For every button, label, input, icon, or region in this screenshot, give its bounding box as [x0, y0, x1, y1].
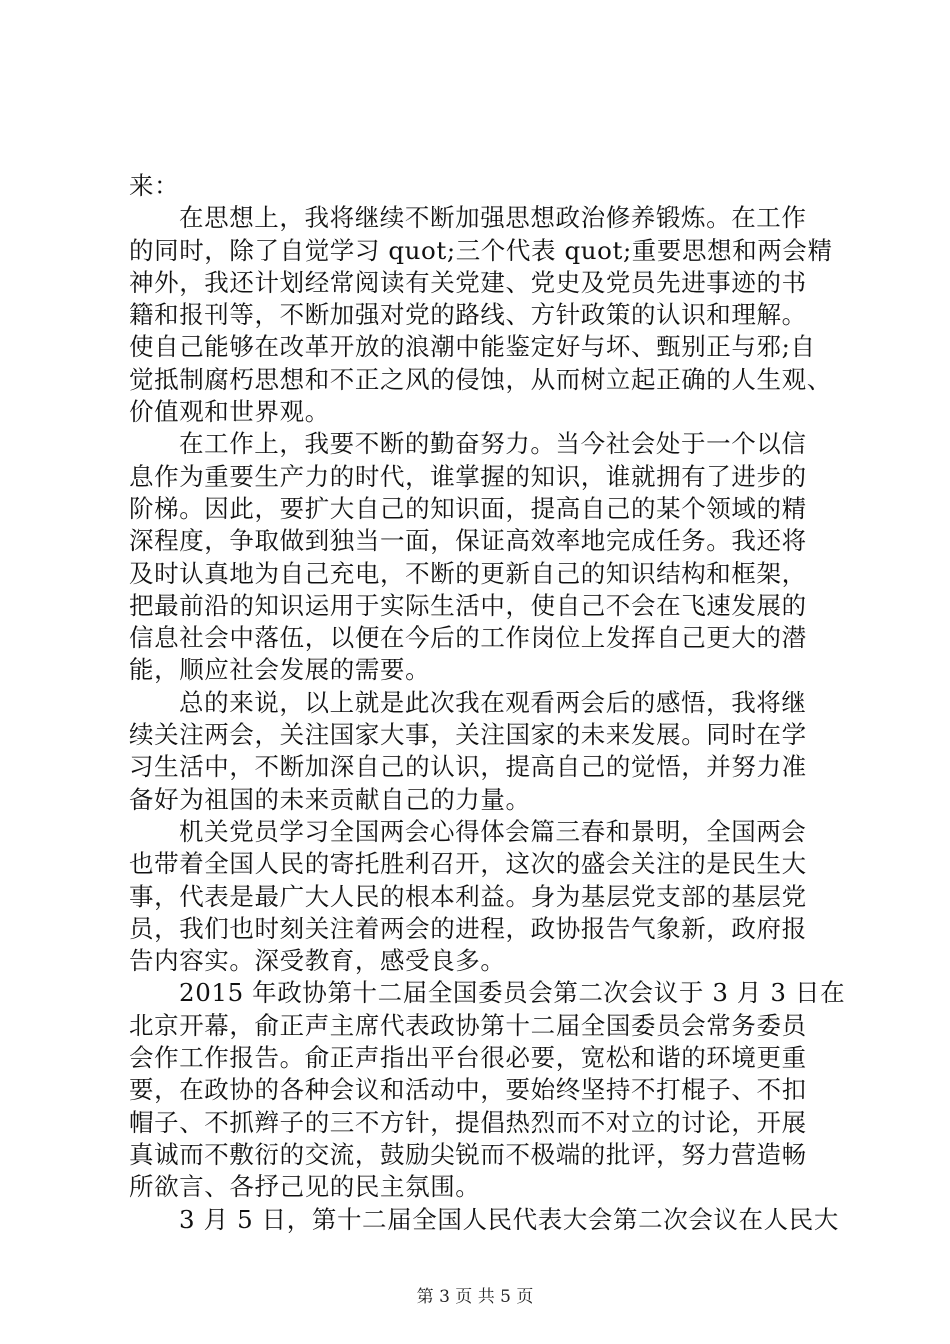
text-line: 神外，我还计划经常阅读有关党建、党史及党员先进事迹的书	[129, 267, 807, 297]
document-body	[129, 170, 846, 1236]
text-line: 价值观和世界观。	[129, 397, 330, 427]
text-line: 事，代表是最广大人民的根本利益。身为基层党支部的基层党	[129, 881, 807, 911]
text-line: 北京开幕，俞正声主席代表政协第十二届全国委员会常务委员	[129, 1010, 807, 1040]
text-line: 习生活中，不断加深自己的认识，提高自己的觉悟，并努力准	[129, 752, 807, 782]
text-line: 要，在政协的各种会议和活动中，要始终坚持不打棍子、不扣	[129, 1075, 807, 1105]
paragraph	[129, 816, 829, 977]
text-line: 会作工作报告。俞正声指出平台很必要，宽松和谐的环境更重	[129, 1043, 807, 1073]
text-line: 2015 年政协第十二届全国委员会第二次会议于 3 月 3 日在	[179, 978, 846, 1008]
text-line: 来：	[129, 171, 180, 200]
page-number-footer: 第 3 页 共 5 页	[416, 1287, 534, 1307]
text-line: 觉抵制腐朽思想和不正之风的侵蚀，从而树立起正确的人生观、	[129, 364, 832, 394]
text-line: 阶梯。因此，要扩大自己的知识面，提高自己的某个领域的精	[129, 493, 807, 523]
text-line: 总的来说，以上就是此次我在观看两会后的感悟，我将继	[179, 687, 807, 717]
text-line: 3 月 5 日，第十二届全国人民代表大会第二次会议在人民大	[179, 1204, 839, 1234]
text-line: 使自己能够在改革开放的浪潮中能鉴定好与坏、甄别正与邪;自	[129, 332, 816, 362]
text-line: 帽子、不抓辫子的三不方针，提倡热烈而不对立的讨论，开展	[129, 1107, 807, 1137]
text-line: 能，顺应社会发展的需要。	[129, 655, 431, 685]
paragraph	[129, 170, 829, 202]
paragraph	[129, 687, 829, 816]
paragraph	[129, 202, 833, 428]
paragraph	[129, 977, 846, 1203]
text-line: 也带着全国人民的寄托胜利召开，这次的盛会关注的是民生大	[129, 849, 807, 879]
paragraph	[129, 1204, 839, 1236]
text-line: 籍和报刊等，不断加强对党的路线、方针政策的认识和理解。	[129, 300, 807, 330]
text-line: 息作为重要生产力的时代，谁掌握的知识，谁就拥有了进步的	[129, 461, 807, 491]
text-line: 深程度，争取做到独当一面，保证高效率地完成任务。我还将	[129, 526, 807, 556]
text-line: 所欲言、各抒己见的民主氛围。	[129, 1172, 481, 1202]
text-line: 备好为祖国的未来贡献自己的力量。	[129, 784, 531, 814]
paragraph	[129, 428, 829, 686]
text-line: 续关注两会，关注国家大事，关注国家的未来发展。同时在学	[129, 720, 807, 750]
text-line: 机关党员学习全国两会心得体会篇三春和景明，全国两会	[179, 816, 807, 846]
text-line: 信息社会中落伍，以便在今后的工作岗位上发挥自己更大的潜	[129, 623, 807, 653]
text-line: 真诚而不敷衍的交流，鼓励尖锐而不极端的批评，努力营造畅	[129, 1139, 807, 1169]
text-line: 告内容实。深受教育，感受良多。	[129, 946, 506, 976]
text-line: 在工作上，我要不断的勤奋努力。当今社会处于一个以信	[179, 429, 807, 459]
text-line: 在思想上，我将继续不断加强思想政治修养锻炼。在工作	[179, 203, 807, 233]
text-line: 员，我们也时刻关注着两会的进程，政协报告气象新，政府报	[129, 913, 807, 943]
text-line: 的同时，除了自觉学习 quot;三个代表 quot;重要思想和两会精	[129, 235, 833, 265]
text-line: 把最前沿的知识运用于实际生活中，使自己不会在飞速发展的	[129, 590, 807, 620]
text-line: 及时认真地为自己充电，不断的更新自己的知识结构和框架，	[129, 558, 807, 588]
